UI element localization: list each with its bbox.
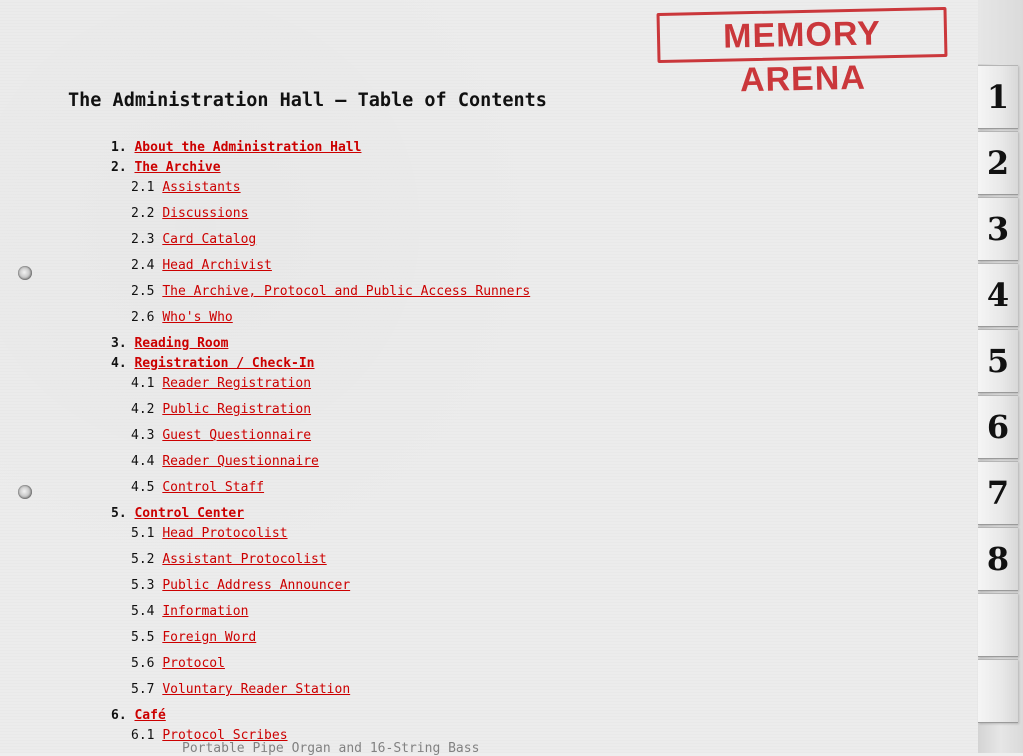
toc-link[interactable]: Protocol <box>162 656 225 671</box>
toc-section-item <box>111 506 244 522</box>
toc-link[interactable]: Registration / Check-In <box>134 356 315 371</box>
toc-link[interactable]: Guest Questionnaire <box>162 428 312 443</box>
toc-item-number: 5.1 <box>131 526 155 541</box>
toc-section-item <box>111 356 315 372</box>
toc-link[interactable]: Assistants <box>162 180 241 195</box>
toc-subsection-item <box>131 480 264 496</box>
toc-item-number: 2.1 <box>131 180 155 195</box>
toc-subsection-item <box>131 682 350 698</box>
toc-link[interactable]: Public Registration <box>162 402 312 417</box>
toc-link[interactable]: Café <box>134 708 166 723</box>
toc-item-number: 2.4 <box>131 258 155 273</box>
toc-subsection-item <box>131 604 248 620</box>
toc-item-number: 5. <box>111 506 127 521</box>
toc-subsection-item <box>131 284 530 300</box>
toc-item-number: 6.1 <box>131 728 155 743</box>
section-tab-8[interactable]: 8 <box>978 527 1018 591</box>
section-tab-blank <box>978 659 1018 723</box>
toc-link[interactable]: Reader Registration <box>162 376 312 391</box>
toc-link[interactable]: Public Address Announcer <box>162 578 351 593</box>
toc-subsection-item <box>131 656 225 672</box>
toc-link[interactable]: Reading Room <box>134 336 229 351</box>
toc-item-number: 4.2 <box>131 402 155 417</box>
toc-link[interactable]: Foreign Word <box>162 630 257 645</box>
toc-link[interactable]: Head Archivist <box>162 258 272 273</box>
toc-link[interactable]: The Archive <box>134 160 221 175</box>
toc-subsection-item <box>131 402 311 418</box>
toc-item-number: 2.5 <box>131 284 155 299</box>
toc-link[interactable]: About the Administration Hall <box>134 140 362 155</box>
toc-link[interactable]: Card Catalog <box>162 232 257 247</box>
section-tab-2[interactable]: 2 <box>978 131 1018 195</box>
toc-item-number: 5.7 <box>131 682 155 697</box>
section-tab-4[interactable]: 4 <box>978 263 1018 327</box>
section-tab-7[interactable]: 7 <box>978 461 1018 525</box>
toc-item-number: 5.5 <box>131 630 155 645</box>
toc-subsection-item <box>131 206 248 222</box>
toc-item-number: 5.4 <box>131 604 155 619</box>
toc-link[interactable]: The Archive, Protocol and Public Access Runners <box>162 284 531 299</box>
toc-link[interactable]: Control Center <box>134 506 245 521</box>
toc-item-number: 4.3 <box>131 428 155 443</box>
toc-item-number: 6. <box>111 708 127 723</box>
section-tab-3[interactable]: 3 <box>978 197 1018 261</box>
toc-subsection-item <box>131 376 311 392</box>
toc-link[interactable]: Head Protocolist <box>162 526 288 541</box>
toc-subsection-item <box>131 630 256 646</box>
toc-section-item <box>111 708 166 724</box>
toc-section-item <box>111 140 361 156</box>
toc-subsection-item <box>131 578 350 594</box>
toc-subsection-item <box>131 428 311 444</box>
toc-item-number: 5.3 <box>131 578 155 593</box>
toc-item-number: 2.2 <box>131 206 155 221</box>
toc-item-number: 2. <box>111 160 127 175</box>
toc-subsection-item <box>131 526 288 542</box>
toc-link[interactable]: Reader Questionnaire <box>162 454 319 469</box>
toc-item-number: 3. <box>111 336 127 351</box>
toc-link[interactable]: Protocol Scribes <box>162 728 288 743</box>
toc-link[interactable]: Control Staff <box>162 480 265 495</box>
section-tab-strip <box>978 0 1023 753</box>
toc-item-number: 5.2 <box>131 552 155 567</box>
toc-subsection-item <box>131 454 319 470</box>
toc-subsection-item <box>131 258 272 274</box>
toc-item-number: 2.6 <box>131 310 155 325</box>
toc-item-number: 1. <box>111 140 127 155</box>
toc-link[interactable]: Who's Who <box>162 310 233 325</box>
section-tab-5[interactable]: 5 <box>978 329 1018 393</box>
toc-item-number: 4.1 <box>131 376 155 391</box>
toc-item-number: 4. <box>111 356 127 371</box>
toc-link[interactable]: Voluntary Reader Station <box>162 682 351 697</box>
toc-item-number: 5.6 <box>131 656 155 671</box>
section-tab-6[interactable]: 6 <box>978 395 1018 459</box>
section-tab-1[interactable]: 1 <box>978 65 1018 129</box>
toc-link[interactable]: Information <box>162 604 249 619</box>
toc-link[interactable]: Assistant Protocolist <box>162 552 327 567</box>
toc-section-item <box>111 160 221 176</box>
memory-arena-logo-stamp[interactable]: MEMORY ARENA <box>657 7 948 63</box>
toc-subsection-item <box>131 232 256 248</box>
section-tab-blank <box>978 593 1018 657</box>
tab-strip-top-cap <box>978 0 1018 64</box>
toc-section-item <box>111 336 228 352</box>
ghost-text-behind-page: Portable Pipe Organ and 16-String Bass <box>182 741 480 756</box>
toc-item-number: 4.5 <box>131 480 155 495</box>
toc-subsection-item <box>131 180 241 196</box>
toc-subsection-item <box>131 310 233 326</box>
toc-subsection-item <box>131 552 327 568</box>
toc-link[interactable]: Discussions <box>162 206 249 221</box>
toc-item-number: 2.3 <box>131 232 155 247</box>
toc-item-number: 4.4 <box>131 454 155 469</box>
page-title: The Administration Hall – Table of Contents <box>68 90 547 111</box>
